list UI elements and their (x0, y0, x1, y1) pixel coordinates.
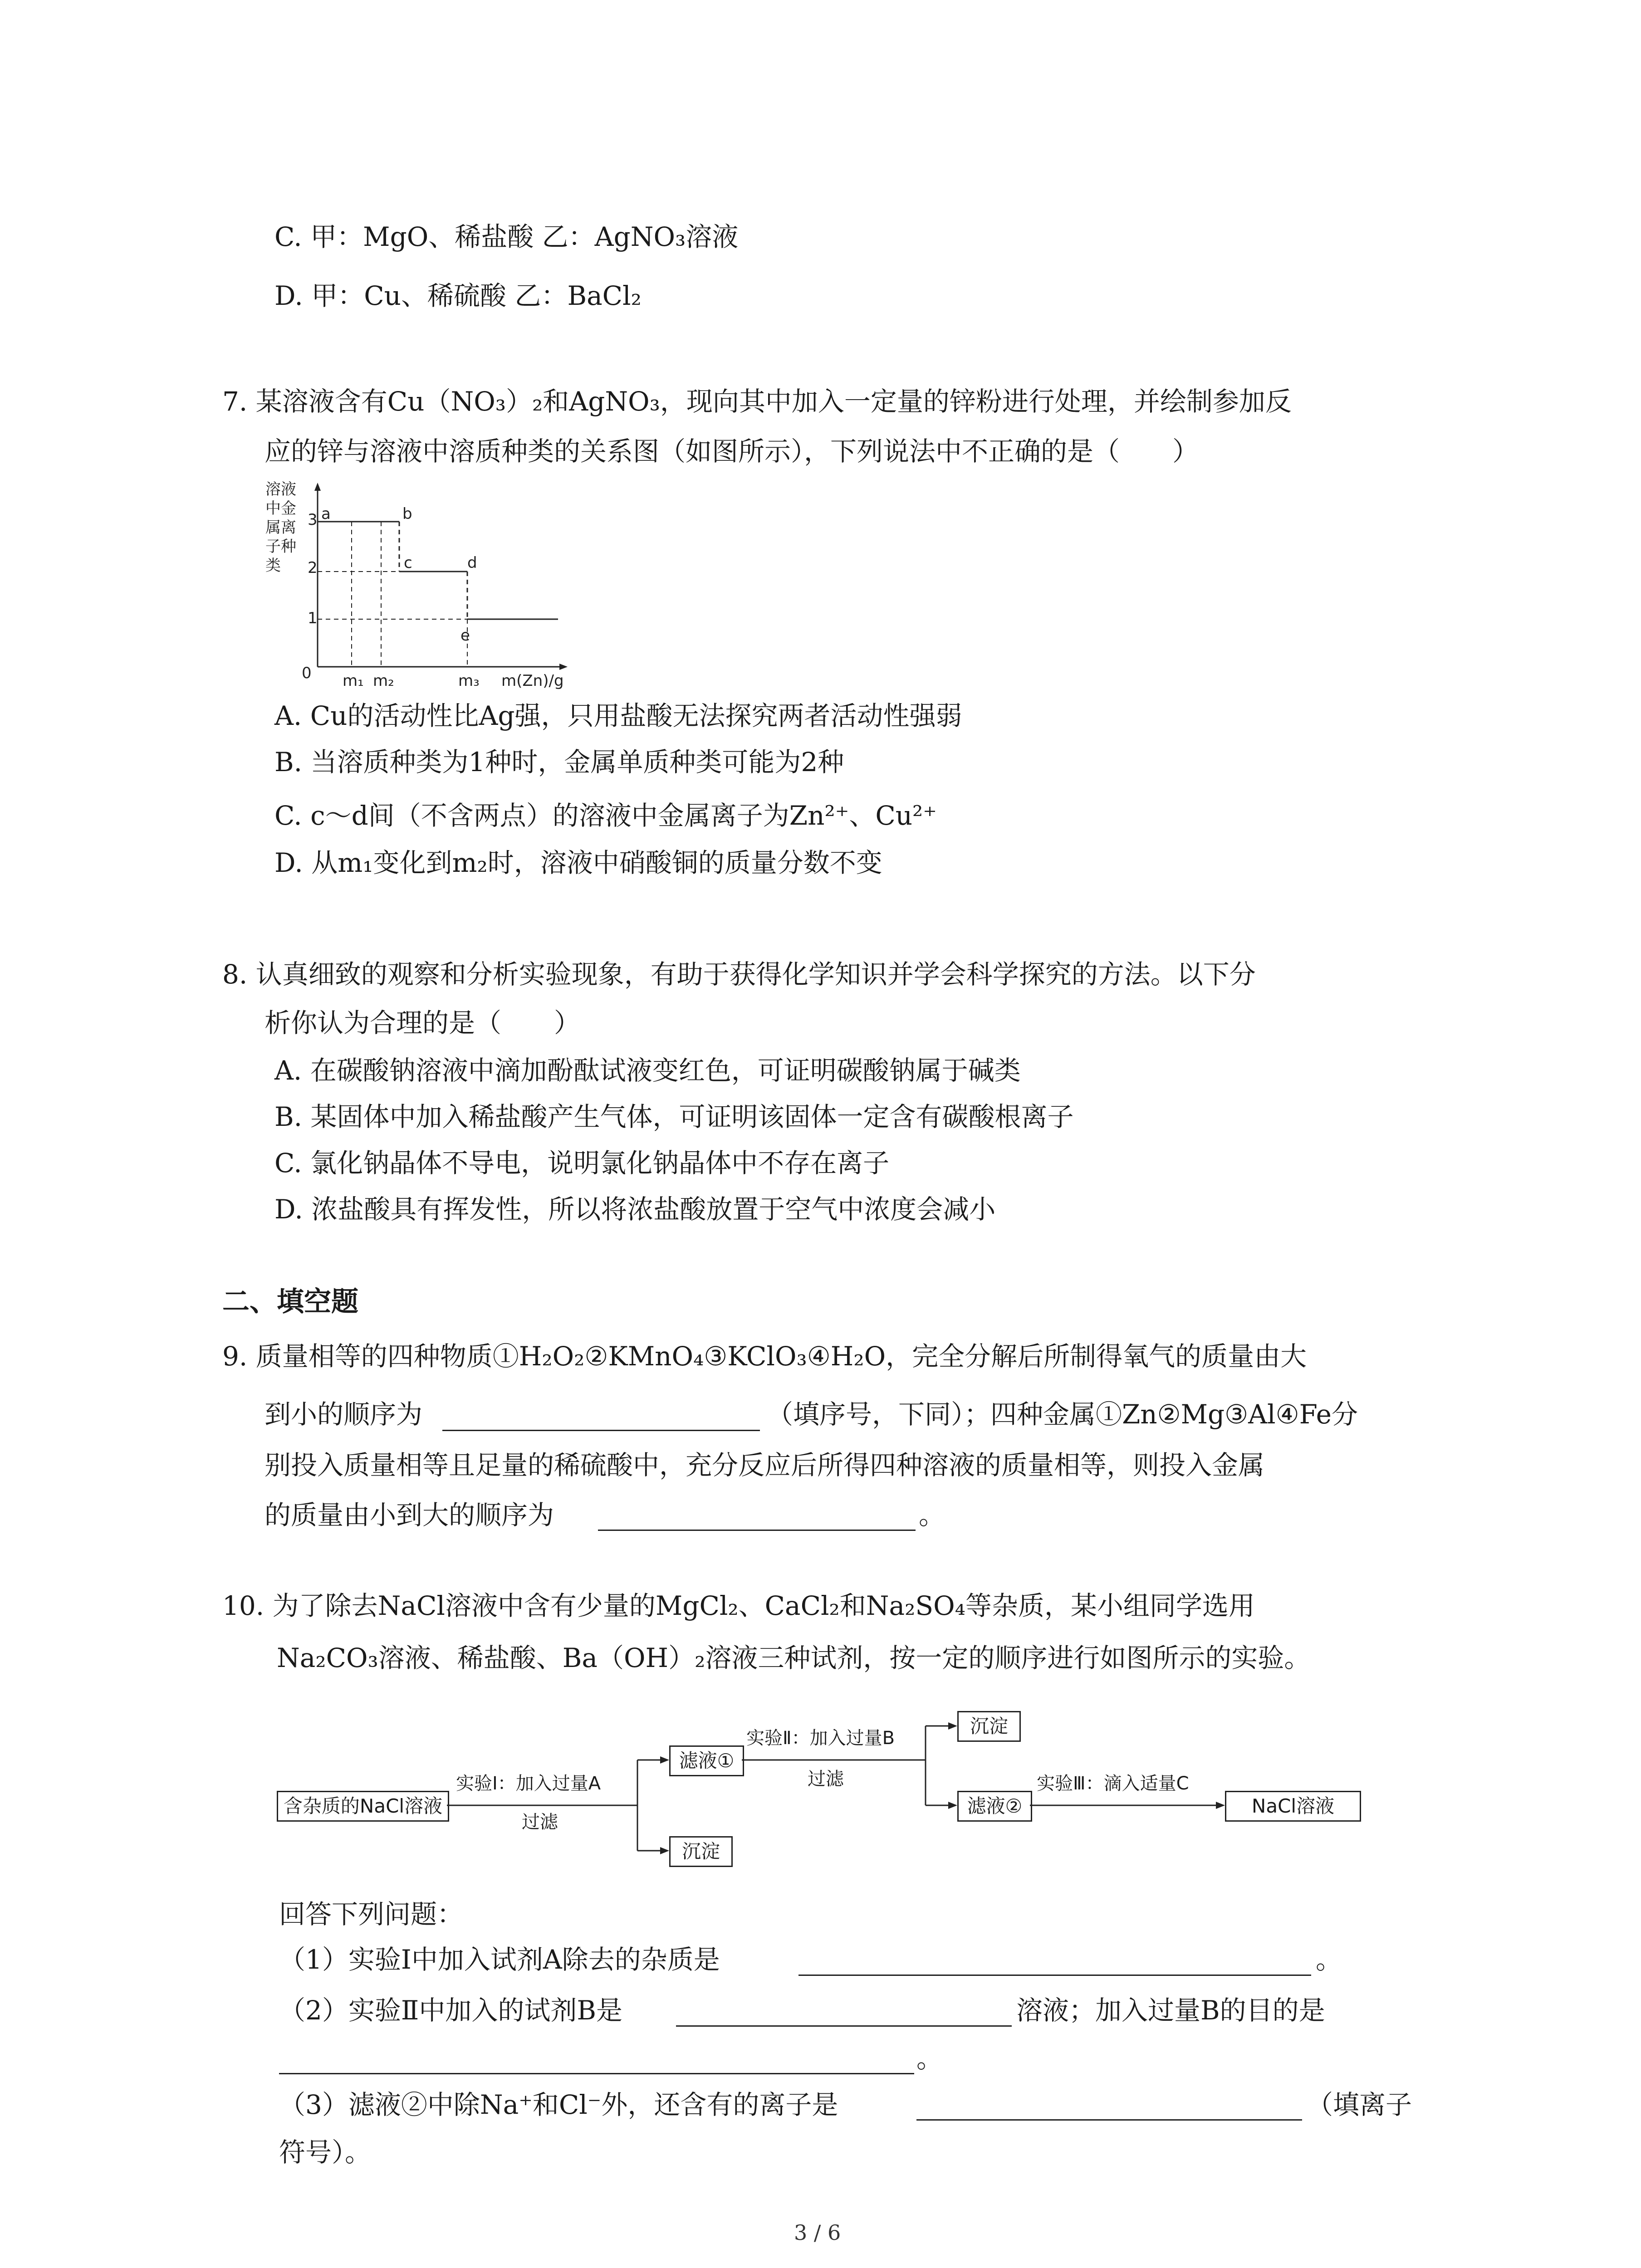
graph-ylabel-5: 类 (265, 557, 281, 575)
graph-ytick-1: 1 (308, 609, 318, 627)
flow-precip1-box: 沉淀 (669, 1836, 733, 1867)
q7-stem-line2: 应的锌与溶液中溶质种类的关系图（如图所示），下列说法中不正确的是（ ） (265, 436, 1199, 467)
flow-filter1-label: 过滤 (522, 1812, 558, 1833)
q6-option-d: D. 甲：Cu、稀硫酸 乙：BaCl₂ (274, 280, 642, 311)
q10-sub2-start: （2）实验Ⅱ中加入的试剂B是 (279, 1995, 622, 2026)
graph-xtick-m2: m₂ (373, 672, 394, 690)
graph-ytick-2: 2 (308, 559, 318, 577)
graph-point-b: b (402, 505, 412, 523)
graph-xtick-m3: m₃ (458, 672, 480, 690)
q9-line2-start: 到小的顺序为 (265, 1399, 423, 1430)
q8-option-d: D. 浓盐酸具有挥发性，所以将浓盐酸放置于空气中浓度会减小 (274, 1194, 996, 1225)
graph-point-e: e (460, 626, 470, 645)
flow-start-box: 含杂质的NaCl溶液 (277, 1791, 449, 1822)
section-title: 二、填空题 (222, 1286, 358, 1318)
flow-exp1-label: 实验Ⅰ：加入过量A (456, 1773, 601, 1794)
q10-answer-intro: 回答下列问题： (279, 1899, 464, 1930)
q10-sub1-blank[interactable] (798, 1975, 1311, 1976)
q7-stem-line1: 7. 某溶液含有Cu（NO₃）₂和AgNO₃，现向其中加入一定量的锌粉进行处理，并绘制参加反 (222, 386, 1292, 417)
q9-line4-start: 的质量由小到大的顺序为 (265, 1500, 554, 1530)
graph-xtick-m1: m₁ (343, 672, 364, 690)
q10-stem-line1: 10. 为了除去NaCl溶液中含有少量的MgCl₂、CaCl₂和Na₂SO₄等杂质，某小组同学选用 (222, 1590, 1255, 1621)
q10-sub2-blank-1[interactable] (676, 2025, 1012, 2027)
q10-sub2-middle: 溶液；加入过量B的目的是 (1016, 1995, 1325, 2026)
q10-sub3-start: （3）滤液②中除Na⁺和Cl⁻外，还含有的离子是 (279, 2089, 838, 2120)
q7-option-a: A. Cu的活动性比Ag强，只用盐酸无法探究两者活动性强弱 (274, 700, 962, 731)
flow-filter2-label: 过滤 (808, 1769, 844, 1789)
q8-stem-line1: 8. 认真细致的观察和分析实验现象，有助于获得化学知识并学会科学探究的方法。以下分 (222, 959, 1256, 990)
q9-line4-end: 。 (919, 1500, 945, 1530)
graph-point-c: c (404, 554, 412, 572)
graph-point-a: a (321, 505, 331, 523)
q6-option-c: C. 甲：MgO、稀盐酸 乙：AgNO₃溶液 (274, 221, 739, 252)
page-number: 3 / 6 (794, 2220, 841, 2245)
q8-option-a: A. 在碳酸钠溶液中滴加酚酞试液变红色，可证明碳酸钠属于碱类 (274, 1055, 1021, 1086)
graph-ylabel-4: 子种 (265, 538, 296, 556)
q10-sub1-start: （1）实验Ⅰ中加入试剂A除去的杂质是 (279, 1944, 720, 1975)
graph-point-d: d (467, 554, 477, 572)
flow-end-box: NaCl溶液 (1225, 1791, 1361, 1822)
q10-sub2-end: 。 (916, 2043, 943, 2074)
q7-option-d: D. 从m₁变化到m₂时，溶液中硝酸铜的质量分数不变 (274, 847, 882, 878)
q10-sub1-end: 。 (1316, 1944, 1342, 1975)
graph-xlabel: m(Zn)/g (501, 672, 564, 690)
graph-ytick-0: 0 (302, 664, 312, 682)
q9-line3: 别投入质量相等且足量的稀硫酸中，充分反应后所得四种溶液的质量相等，则投入金属 (265, 1450, 1265, 1481)
flow-exp2-label: 实验Ⅱ：加入过量B (746, 1728, 895, 1749)
q8-stem-line2: 析你认为合理的是（ ） (265, 1007, 581, 1038)
q9-line2-end: （填序号，下同）；四种金属①Zn②Mg③Al④Fe分 (767, 1399, 1358, 1430)
flow-filtrate1-box: 滤液① (669, 1745, 744, 1776)
q7-option-b: B. 当溶质种类为1种时，金属单质种类可能为2种 (274, 747, 844, 777)
q8-option-b: B. 某固体中加入稀盐酸产生气体，可证明该固体一定含有碳酸根离子 (274, 1101, 1074, 1132)
q10-stem-line2: Na₂CO₃溶液、稀盐酸、Ba（OH）₂溶液三种试剂，按一定的顺序进行如图所示的实验。 (277, 1642, 1311, 1673)
flow-exp3-label: 实验Ⅲ：滴入适量C (1037, 1773, 1189, 1794)
flow-precip2-box: 沉淀 (957, 1711, 1021, 1742)
q7-graph (265, 481, 583, 694)
q10-sub3-blank[interactable] (916, 2119, 1302, 2121)
q10-sub2-blank-2[interactable] (279, 2073, 914, 2074)
q10-sub3-end: （填离子 (1307, 2089, 1412, 2120)
flow-filtrate2-box: 滤液② (957, 1791, 1032, 1822)
graph-ytick-3: 3 (308, 511, 318, 529)
q7-option-c: C. c～d间（不含两点）的溶液中金属离子为Zn²⁺、Cu²⁺ (274, 800, 937, 831)
graph-ylabel-2: 中金 (265, 499, 296, 518)
graph-ylabel-1: 溶液 (265, 481, 296, 499)
graph-ylabel-3: 属离 (265, 518, 296, 537)
q9-answer-blank-2[interactable] (598, 1530, 916, 1531)
q9-stem-line1: 9. 质量相等的四种物质①H₂O₂②KMnO₄③KClO₃④H₂O，完全分解后所制得氧气的质量由大 (222, 1341, 1307, 1372)
q9-answer-blank-1[interactable] (442, 1430, 760, 1431)
q10-sub3-continuation: 符号）。 (279, 2137, 372, 2168)
q8-option-c: C. 氯化钠晶体不导电，说明氯化钠晶体中不存在离子 (274, 1148, 890, 1178)
